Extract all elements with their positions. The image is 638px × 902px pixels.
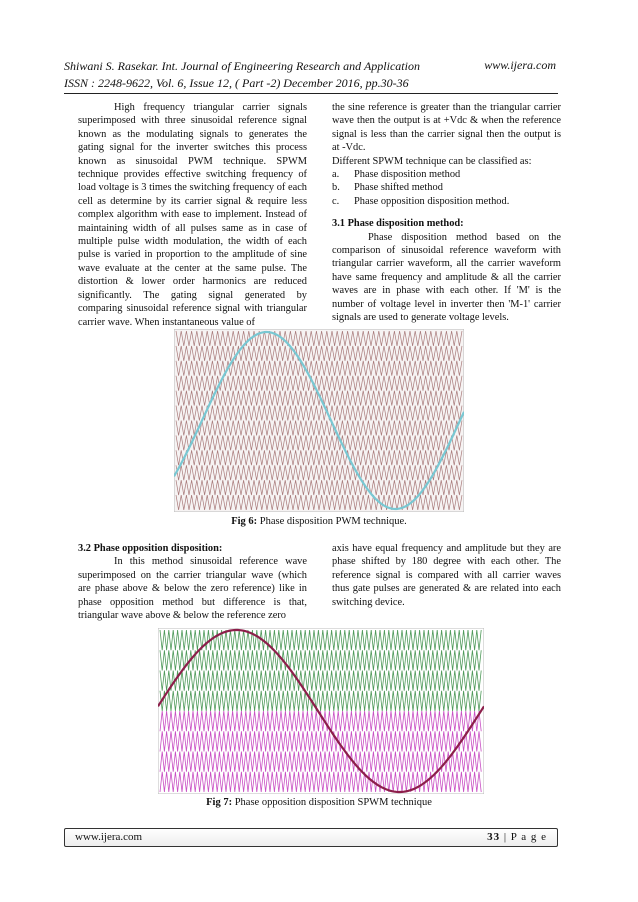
left-column-bottom xyxy=(78,542,307,622)
section-heading-3-1: 3.1 Phase disposition method: xyxy=(332,218,464,230)
left-column-top xyxy=(78,101,307,329)
pod-paragraph-left: In this method sinusoidal reference wave superimposed on the carrier triangular wave (which are phase above & below the zero reference) like in phase opposition method but difference is that, triangular wave above & below the reference zero xyxy=(78,556,307,622)
right-column-top xyxy=(332,101,561,325)
classification-intro: Different SPWM technique can be classified as: xyxy=(332,155,532,167)
phase-disposition-paragraph: Phase disposition method based on the comparison of sinusoidal reference waveform with triangular carrier waveform, all the carrier waveform have same frequency and amplitude & all the carrier waves are in phase with each other. If 'M' is the number of voltage level in inverter then 'M-1' carrier signals are used to generate voltage levels. xyxy=(332,231,561,324)
list-item: b. Phase shifted method xyxy=(332,182,443,194)
vdc-paragraph: the sine reference is greater than the triangular carrier wave then the output is at +Vdc & when the reference signal is less than the carrier signal then the output is at -Vdc. xyxy=(332,102,561,154)
fig7-pod-waveform xyxy=(158,628,484,794)
fig7-caption: Fig 7: Phase opposition disposition SPWM technique xyxy=(206,797,432,808)
fig6-pwm-waveform xyxy=(174,329,464,512)
footer-website: www.ijera.com xyxy=(75,831,143,843)
list-item: c. Phase opposition disposition method. xyxy=(332,195,510,207)
journal-citation xyxy=(64,58,420,92)
spwm-paragraph: High frequency triangular carrier signals superimposed with three sinusoidal reference signal known as the modulating signals to generates the gating signal for the inverter switches this process known as sinusoidal PWM technique. SPWM technique provides effective switching frequency of load voltage is 3 times the switching frequency of each cell as determine by its carrier signal & require less complex algorithm with ease to implement. Instead of maintaining width of all pulses same as in case of multiple pulse width modulation, the width of each pulse is varied in proportion to the amplitude of sine wave evaluate at the center at the same pulse. The distortion & lower order harmonics are reduced significantly. The gating signal generated by comparing sinusoidal reference signal with triangular carrier wave. When instantaneous value of xyxy=(78,102,307,328)
fig6-caption: Fig 6: Phase disposition PWM technique. xyxy=(231,516,407,527)
right-column-bottom xyxy=(332,542,561,609)
header-website: www.ijera.com xyxy=(484,58,556,72)
pod-paragraph-right: axis have equal frequency and amplitude but they are phase shifted by 180 degree with each other. The reference signal is compared with all carrier waves thus gate pulses are generated & are related into each switching device. xyxy=(332,543,561,608)
section-heading-3-2: 3.2 Phase opposition disposition: xyxy=(78,543,223,554)
journal-line-2: ISSN : 2248-9622, Vol. 6, Issue 12, ( Part -2) December 2016, pp.30-36 xyxy=(64,76,409,90)
page-number: 33 | P a g e xyxy=(487,831,547,843)
header-rule xyxy=(64,93,558,94)
page-footer xyxy=(64,828,558,847)
list-item: a. Phase disposition method xyxy=(332,169,461,181)
journal-line-1: Shiwani S. Rasekar. Int. Journal of Engineering Research and Application xyxy=(64,59,420,73)
